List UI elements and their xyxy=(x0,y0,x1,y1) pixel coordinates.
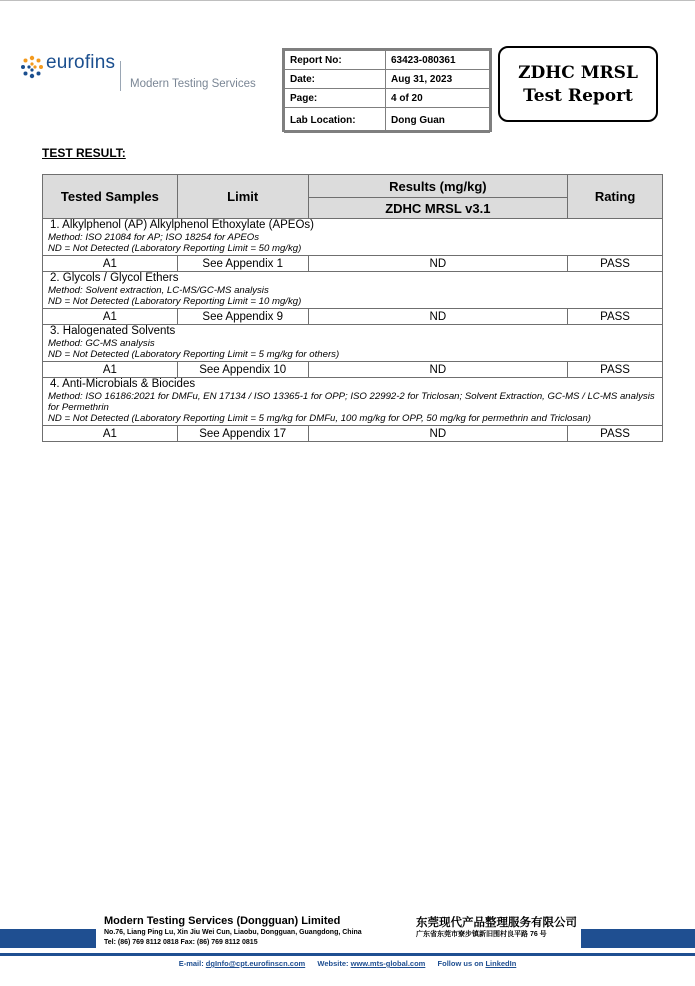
group-title: 4. Anti-Microbials & Biocides xyxy=(50,378,196,390)
footer-contact xyxy=(0,959,695,968)
logo-subtitle: Modern Testing Services xyxy=(130,78,256,90)
limit-cell: See Appendix 10 xyxy=(177,362,308,378)
lab-location-value: Dong Guan xyxy=(386,108,490,133)
rating-cell: PASS xyxy=(568,256,663,272)
limit-cell: See Appendix 17 xyxy=(177,426,308,442)
badge-line-2: Test Report xyxy=(523,86,633,106)
result-cell: ND xyxy=(308,426,568,442)
website-link[interactable]: www.mts-global.com xyxy=(350,959,426,968)
col-header-limit: Limit xyxy=(177,175,308,219)
date-label: Date: xyxy=(285,70,386,89)
table-row xyxy=(43,309,663,325)
table-row xyxy=(43,426,663,442)
section-title: TEST RESULT: xyxy=(42,146,126,160)
group-nd-note: ND = Not Detected (Laboratory Reporting Limit = 5 mg/kg for others) xyxy=(48,349,340,360)
table-row xyxy=(43,256,663,272)
table-row xyxy=(43,362,663,378)
report-no-row xyxy=(285,51,490,70)
email-link[interactable]: dgInfo@cpt.eurofinscn.com xyxy=(205,959,306,968)
group-title: 1. Alkylphenol (AP) Alkylphenol Ethoxylate (APEOs) xyxy=(50,219,314,231)
footer-address: No.76, Liang Ping Lu, Xin Jiu Wei Cun, Liaobu, Dongguan, Guangdong, China xyxy=(104,929,362,936)
report-no-label: Report No: xyxy=(285,51,386,70)
report-no-value: 63423-080361 xyxy=(386,51,490,70)
group-method: Method: GC-MS analysis xyxy=(48,338,155,349)
sample-cell: A1 xyxy=(43,426,178,442)
top-rule xyxy=(0,0,695,1)
logo-divider xyxy=(120,61,121,91)
rating-cell: PASS xyxy=(568,362,663,378)
footer-company-cn: 东莞现代产品整理服务有限公司 xyxy=(416,917,577,929)
date-row xyxy=(285,70,490,89)
rating-cell: PASS xyxy=(568,426,663,442)
footer-address-cn: 广东省东莞市寮步镇新旧围村良平路 76 号 xyxy=(416,931,547,938)
lab-location-label: Lab Location: xyxy=(285,108,386,133)
limit-cell: See Appendix 9 xyxy=(177,309,308,325)
date-value: Aug 31, 2023 xyxy=(386,70,490,89)
footer-tel-fax: Tel: (86) 769 8112 0818 Fax: (86) 769 8112 0815 xyxy=(104,939,258,946)
group-nd-note: ND = Not Detected (Laboratory Reporting Limit = 5 mg/kg for DMFu, 100 mg/kg for OPP, 50 mg/kg for permethrin and Triclosan) xyxy=(48,413,591,424)
sample-cell: A1 xyxy=(43,309,178,325)
lab-location-row xyxy=(285,108,490,133)
rating-cell: PASS xyxy=(568,309,663,325)
follow-label: Follow us on xyxy=(437,959,484,968)
result-cell: ND xyxy=(308,362,568,378)
col-header-samples: Tested Samples xyxy=(43,175,178,219)
group-method: Method: Solvent extraction, LC-MS/GC-MS analysis xyxy=(48,285,269,296)
group-header-row xyxy=(43,272,663,309)
logo-wordmark: eurofins xyxy=(46,52,116,73)
website-label: Website: xyxy=(317,959,349,968)
group-header-row xyxy=(43,219,663,256)
eurofins-dots-icon xyxy=(20,55,44,79)
col-header-results-standard: ZDHC MRSL v3.1 xyxy=(308,198,568,219)
footer-company: Modern Testing Services (Dongguan) Limited xyxy=(104,915,341,927)
group-2-info xyxy=(43,272,663,309)
limit-cell: See Appendix 1 xyxy=(177,256,308,272)
group-4-info xyxy=(43,378,663,426)
page-label: Page: xyxy=(285,89,386,108)
badge-line-1: ZDHC MRSL xyxy=(518,63,638,83)
sample-cell: A1 xyxy=(43,256,178,272)
page-value: 4 of 20 xyxy=(386,89,490,108)
group-nd-note: ND = Not Detected (Laboratory Reporting Limit = 50 mg/kg) xyxy=(48,243,302,254)
eurofins-logo xyxy=(20,52,260,95)
group-method: Method: ISO 21084 for AP; ISO 18254 for APEOs xyxy=(48,232,259,243)
group-nd-note: ND = Not Detected (Laboratory Reporting Limit = 10 mg/kg) xyxy=(48,296,302,307)
result-cell: ND xyxy=(308,309,568,325)
linkedin-link[interactable]: LinkedIn xyxy=(485,959,517,968)
group-1-info xyxy=(43,219,663,256)
email-label: E-mail: xyxy=(178,959,204,968)
group-header-row xyxy=(43,378,663,426)
result-cell: ND xyxy=(308,256,568,272)
group-method: Method: ISO 16186:2021 for DMFu, EN 17134 / ISO 13365-1 for OPP; ISO 22992-2 for Triclosan; Solvent Extraction, GC-MS / LC-MS analysis for Permethrin xyxy=(48,391,655,413)
report-type-badge xyxy=(498,46,658,122)
report-info-table xyxy=(282,48,492,132)
footer-rule xyxy=(0,953,695,956)
col-header-results: Results (mg/kg) xyxy=(308,175,568,198)
sample-cell: A1 xyxy=(43,362,178,378)
col-header-rating: Rating xyxy=(568,175,663,219)
group-title: 2. Glycols / Glycol Ethers xyxy=(50,272,179,284)
group-title: 3. Halogenated Solvents xyxy=(50,325,176,337)
results-table xyxy=(42,174,663,442)
page-row xyxy=(285,89,490,108)
group-3-info xyxy=(43,325,663,362)
table-header-row xyxy=(43,175,663,198)
group-header-row xyxy=(43,325,663,362)
